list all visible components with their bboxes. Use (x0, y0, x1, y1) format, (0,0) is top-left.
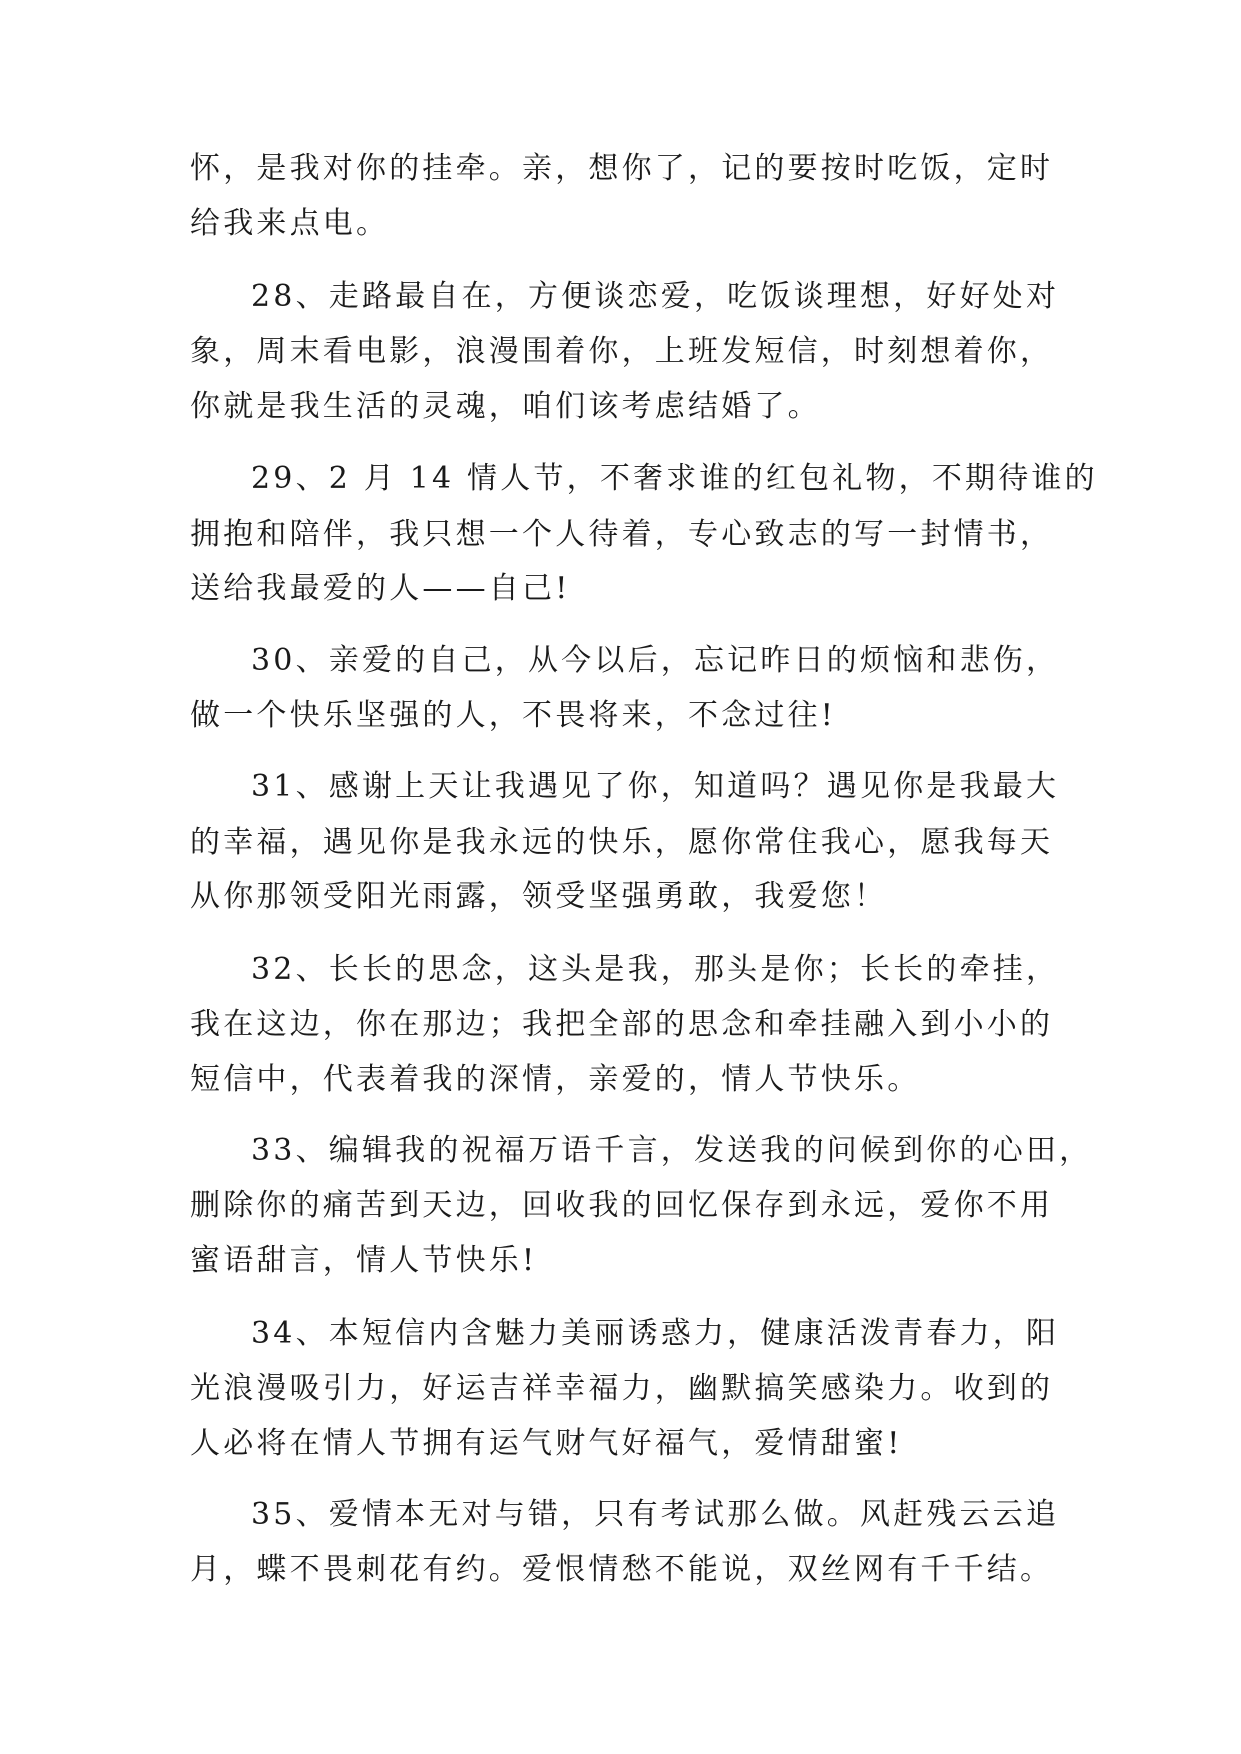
paragraph-29-line: 29、2 月 14 情人节，不奢求谁的红包礼物，不期待谁的 (251, 461, 1098, 496)
text-line: 光浪漫吸引力，好运吉祥幸福力，幽默搞笑感染力。收到的 (190, 1371, 1054, 1406)
paragraph-30-line: 30、亲爱的自己，从今以后，忘记昨日的烦恼和悲伤， (251, 643, 1060, 678)
text-line: 蜜语甜言，情人节快乐! (190, 1243, 538, 1278)
text-line: 月，蝶不畏刺花有约。爱恨情愁不能说，双丝网有千千结。 (190, 1552, 1054, 1587)
text-line: 我在这边，你在那边；我把全部的思念和牵挂融入到小小的 (190, 1007, 1054, 1042)
text-line: 人必将在情人节拥有运气财气好福气，爱情甜蜜! (190, 1426, 903, 1461)
text-line: 短信中，代表着我的深情，亲爱的，情人节快乐。 (190, 1062, 921, 1097)
text-line: 的幸福，遇见你是我永远的快乐，愿你常住我心，愿我每天 (190, 825, 1054, 860)
text-line: 从你那领受阳光雨露，领受坚强勇敢，我爱您！ (190, 879, 888, 914)
text-line: 拥抱和陪伴，我只想一个人待着，专心致志的写一封情书， (190, 517, 1054, 552)
text-line: 做一个快乐坚强的人，不畏将来，不念过往! (190, 698, 837, 733)
paragraph-35-line: 35、爱情本无对与错，只有考试那么做。风赶残云云追 (251, 1497, 1060, 1532)
paragraph-33-line: 33、编辑我的祝福万语千言，发送我的问候到你的心田， (251, 1133, 1093, 1168)
text-line: 象，周末看电影，浪漫围着你，上班发短信，时刻想着你， (190, 334, 1054, 369)
paragraph-28-line: 28、走路最自在，方便谈恋爱，吃饭谈理想，好好处对 (251, 279, 1060, 314)
text-line: 送给我最爱的人——自己! (190, 571, 571, 606)
text-line: 怀，是我对你的挂牵。亲，想你了，记的要按时吃饭，定时 (190, 151, 1054, 186)
text-line: 你就是我生活的灵魂，咱们该考虑结婚了。 (190, 389, 821, 424)
text-line: 删除你的痛苦到天边，回收我的回忆保存到永远，爱你不用 (190, 1188, 1054, 1223)
text-line: 给我来点电。 (190, 206, 390, 241)
paragraph-34-line: 34、本短信内含魅力美丽诱惑力，健康活泼青春力，阳 (251, 1316, 1060, 1351)
paragraph-31-line: 31、感谢上天让我遇见了你，知道吗？遇见你是我最大 (251, 769, 1060, 804)
paragraph-32-line: 32、长长的思念，这头是我，那头是你；长长的牵挂， (251, 952, 1060, 987)
